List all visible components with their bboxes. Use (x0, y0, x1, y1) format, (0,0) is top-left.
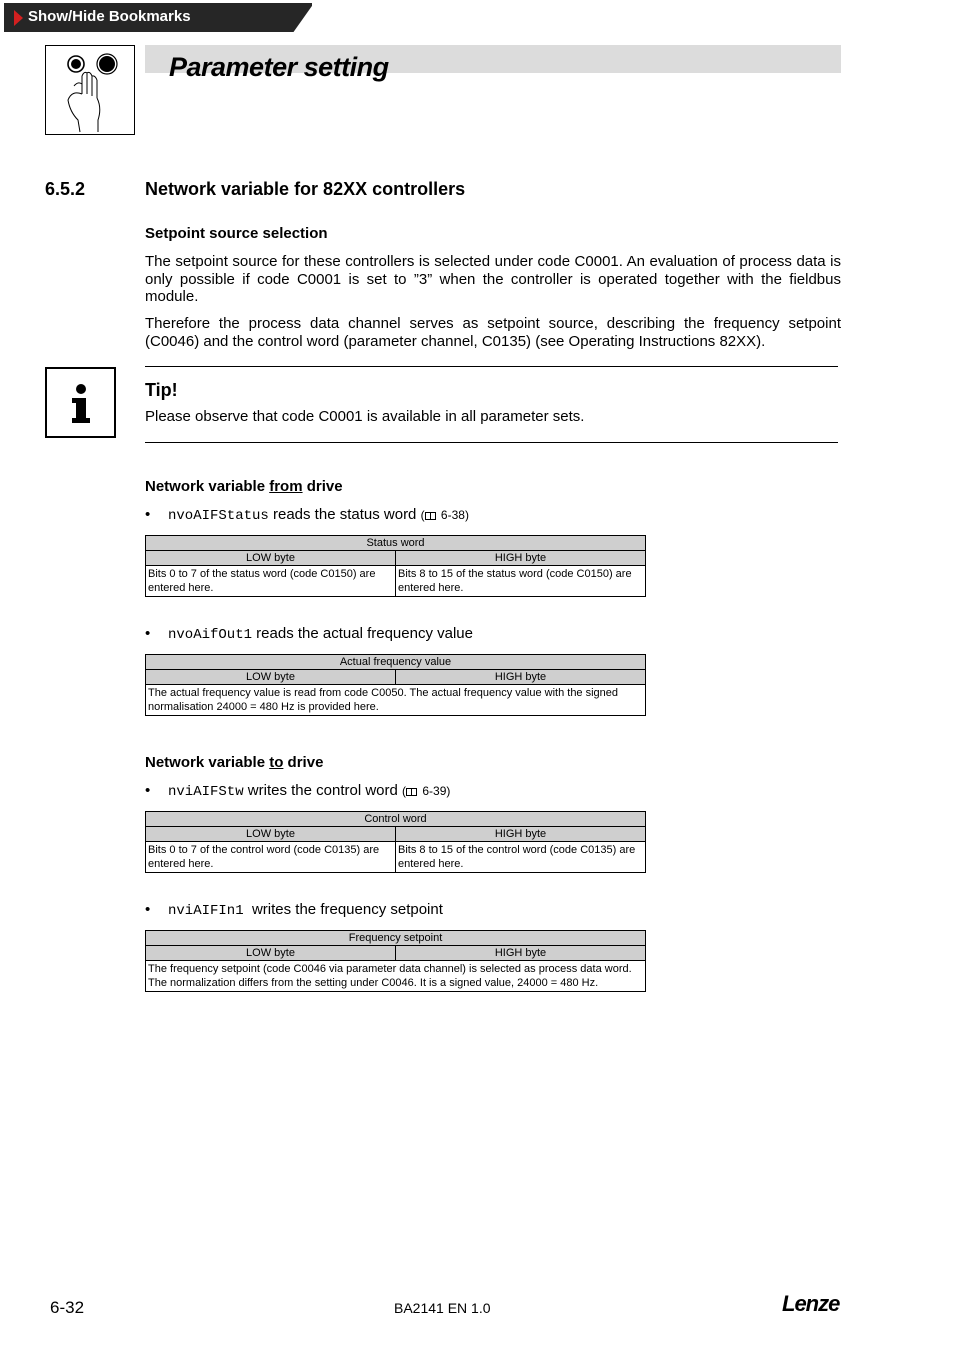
variable-name: nviAIFIn1 (168, 903, 244, 919)
list-item: • nviAIFStw writes the control word ( 6-39) (145, 782, 451, 800)
to-drive-heading: Network variable to drive (145, 754, 324, 771)
variable-name: nviAIFStw (168, 784, 244, 800)
section-number: 6.5.2 (45, 179, 86, 199)
table-cell: Bits 8 to 15 of the control word (code C0135) are entered here. (396, 842, 646, 873)
info-icon (45, 367, 116, 438)
table-header-high: HIGH byte (396, 946, 646, 961)
tip-title: Tip! (145, 380, 178, 400)
status-word-table (145, 535, 646, 597)
table-cell: Bits 0 to 7 of the status word (code C0150) are entered here. (146, 566, 396, 597)
setpoint-heading: Setpoint source selection (145, 225, 328, 242)
table-caption: Actual frequency value (146, 655, 646, 670)
setpoint-paragraph-2: Therefore the process data channel serves as setpoint source, describing the frequency setpoint (C0046) and the control word (parameter channel, C0135) (see Operating Instructions 82XX). (145, 315, 841, 350)
table-cell: The actual frequency value is read from code C0050. The actual frequency value with the signed normalisation 24000 = 480 Hz is provided here. (146, 685, 646, 716)
page-reference-link[interactable]: 6-39) (422, 784, 451, 798)
tip-text: Please observe that code C0001 is available in all parameter sets. (145, 408, 585, 425)
bookmark-arrow-icon (14, 10, 23, 26)
hand-pressing-button-icon (45, 45, 135, 135)
setpoint-paragraph-1: The setpoint source for these controllers is selected under code C0001. An evaluation of process data is only possible if code C0001 is set to ”3” when the controller is operated together with the fieldbus module. (145, 253, 841, 305)
table-header-low: LOW byte (146, 551, 396, 566)
section-title: Network variable for 82XX controllers (145, 179, 466, 199)
book-reference-icon (406, 788, 417, 796)
list-item: • nvoAifOut1 reads the actual frequency value (145, 625, 473, 643)
table-caption: Control word (146, 812, 646, 827)
table-header-high: HIGH byte (396, 670, 646, 685)
page-reference-link[interactable]: 6-38) (440, 508, 469, 522)
table-cell: Bits 8 to 15 of the status word (code C0150) are entered here. (396, 566, 646, 597)
page-title: Parameter setting (169, 52, 389, 82)
table-cell: Bits 0 to 7 of the control word (code C0135) are entered here. (146, 842, 396, 873)
table-caption: Frequency setpoint (146, 931, 646, 946)
from-drive-heading: Network variable from drive (145, 478, 343, 495)
actual-frequency-table (145, 654, 646, 716)
table-header-low: LOW byte (146, 670, 396, 685)
page-number: 6-32 (50, 1298, 85, 1317)
table-cell: The frequency setpoint (code C0046 via parameter data channel) is selected as process data word. The normalization differs from the setting under C0046. It is a signed value, 24000 = 480 Hz. (146, 961, 646, 992)
control-word-table (145, 811, 646, 873)
table-header-high: HIGH byte (396, 827, 646, 842)
book-reference-icon (425, 512, 436, 520)
lenze-logo: Lenze (782, 1291, 840, 1316)
list-item: • nviAIFIn1 writes the frequency setpoint (145, 901, 443, 919)
table-header-high: HIGH byte (396, 551, 646, 566)
table-header-low: LOW byte (146, 827, 396, 842)
divider (145, 366, 838, 367)
list-item: • nvoAIFStatus reads the status word ( 6-38) (145, 506, 469, 524)
variable-name: nvoAifOut1 (168, 627, 253, 643)
divider (145, 442, 838, 443)
frequency-setpoint-table (145, 930, 646, 992)
table-caption: Status word (146, 536, 646, 551)
document-id: BA2141 EN 1.0 (394, 1300, 491, 1316)
show-hide-bookmarks-label[interactable]: Show/Hide Bookmarks (28, 8, 191, 25)
table-header-low: LOW byte (146, 946, 396, 961)
variable-name: nvoAIFStatus (168, 508, 269, 524)
